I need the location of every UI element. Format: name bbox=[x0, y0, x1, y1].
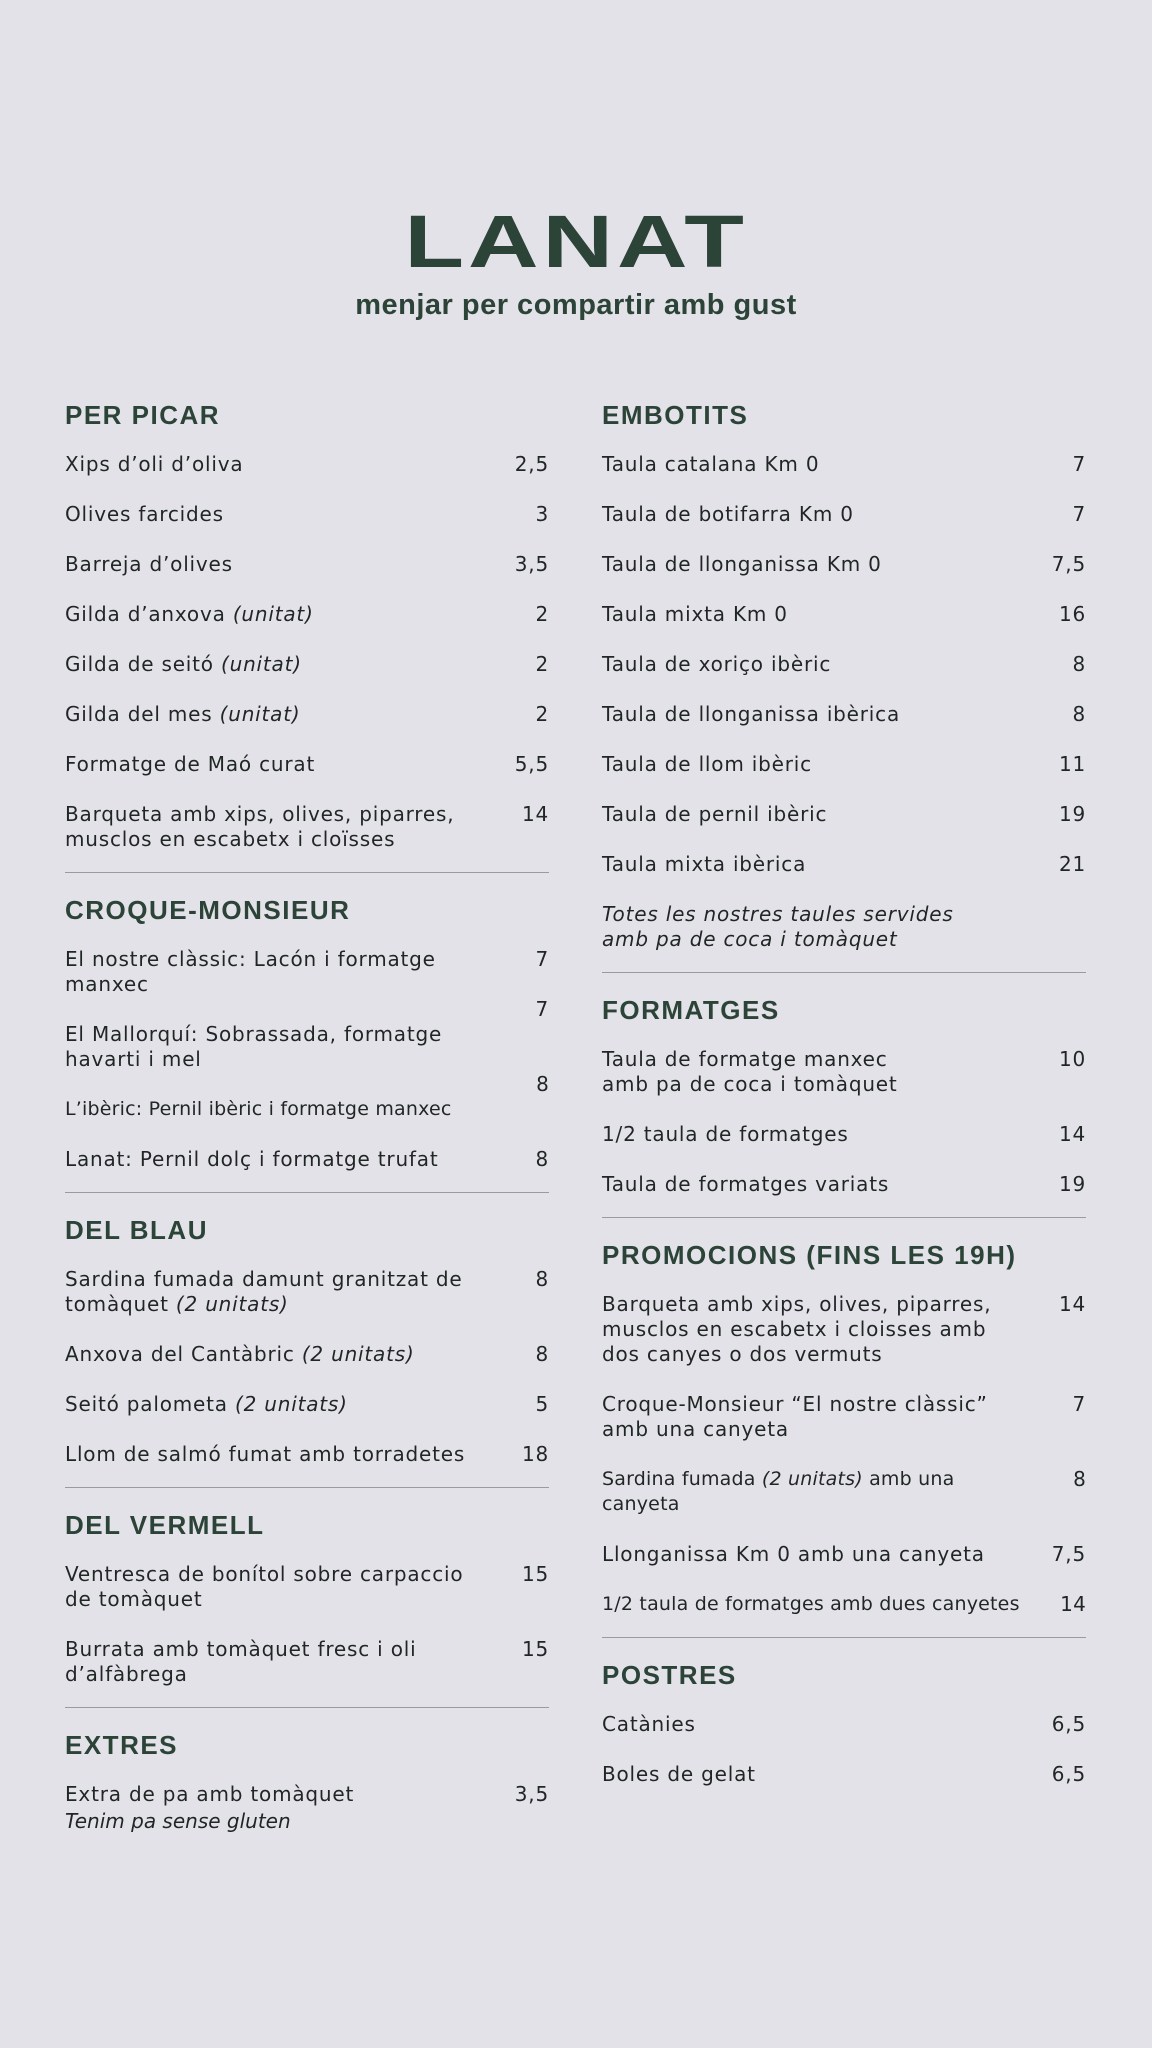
item-price: 8 bbox=[535, 1147, 549, 1171]
menu-item: Taula de formatge manxec amb pa de coca i tomàquet 10 bbox=[602, 1047, 1086, 1096]
menu-item: Croque-Monsieur “El nostre clàssic” amb una canyeta 7 bbox=[602, 1392, 1086, 1441]
item-price: 7,5 bbox=[1051, 1542, 1086, 1566]
item-price: 19 bbox=[1058, 802, 1086, 826]
item-price: 10 bbox=[1058, 1047, 1086, 1071]
menu-item: Boles de gelat 6,5 bbox=[602, 1762, 1086, 1786]
menu-item: Olives farcides 3 bbox=[65, 502, 549, 526]
item-price: 3,5 bbox=[514, 1782, 549, 1806]
item-price: 7 bbox=[1072, 502, 1086, 526]
item-price: 16 bbox=[1058, 602, 1086, 626]
item-price: 8 bbox=[536, 1072, 549, 1096]
menu-item: Taula de llonganissa Km 0 7,5 bbox=[602, 552, 1086, 576]
item-price: 2,5 bbox=[514, 452, 549, 476]
left-column bbox=[65, 398, 549, 1854]
menu-item: Ventresca de bonítol sobre carpaccio de tomàquet 15 bbox=[65, 1562, 549, 1611]
menu-item: Barqueta amb xips, olives, piparres, musclos en escabetx i cloisses amb dos canyes o dos vermuts 14 bbox=[602, 1292, 1086, 1366]
item-price: 8 bbox=[535, 1267, 549, 1291]
item-price: 8 bbox=[1072, 702, 1086, 726]
menu-item: Taula de xoriço ibèric 8 bbox=[602, 652, 1086, 676]
item-price: 8 bbox=[1072, 652, 1086, 676]
item-price: 7 bbox=[535, 947, 549, 971]
item-price: 19 bbox=[1058, 1172, 1086, 1196]
menu-item: Taula mixta Km 0 16 bbox=[602, 602, 1086, 626]
menu-item: Barqueta amb xips, olives, piparres, musclos en escabetx i cloïsses 14 bbox=[65, 802, 549, 851]
menu-item: Taula de pernil ibèric 19 bbox=[602, 802, 1086, 826]
item-price: 15 bbox=[521, 1562, 549, 1586]
divider bbox=[65, 1707, 549, 1708]
item-price: 7,5 bbox=[1051, 552, 1086, 576]
item-price: 2 bbox=[535, 652, 549, 676]
menu-item: Llom de salmó fumat amb torradetes 18 bbox=[65, 1442, 549, 1466]
menu-item: Gilda de seitó (unitat) 2 bbox=[65, 652, 549, 676]
boards-note: Totes les nostres taules servides amb pa de coca i tomàquet bbox=[602, 902, 954, 951]
item-price: 2 bbox=[535, 602, 549, 626]
menu-item: El Mallorquí: Sobrassada, formatge havarti i mel 7 bbox=[65, 997, 549, 1071]
menu-item: Lanat: Pernil dolç i formatge trufat 8 bbox=[65, 1147, 549, 1171]
section-title: POSTRES bbox=[602, 1660, 737, 1690]
item-price: 14 bbox=[1058, 1292, 1086, 1316]
divider bbox=[602, 1217, 1086, 1218]
section-title: CROQUE-MONSIEUR bbox=[65, 895, 351, 925]
section-embotits bbox=[602, 398, 1086, 952]
section-formatges bbox=[602, 993, 1086, 1197]
menu-item: Taula de botifarra Km 0 7 bbox=[602, 502, 1086, 526]
menu-item: Catànies 6,5 bbox=[602, 1712, 1086, 1736]
menu-item: 1/2 taula de formatges 14 bbox=[602, 1122, 1086, 1146]
menu-item: Sardina fumada (2 unitats) amb una canyeta 8 bbox=[602, 1467, 1086, 1515]
item-price: 2 bbox=[535, 702, 549, 726]
menu-item: Llonganissa Km 0 amb una canyeta 7,5 bbox=[602, 1542, 1086, 1566]
menu-item: Anxova del Cantàbric (2 unitats) 8 bbox=[65, 1342, 549, 1366]
menu-item: Taula mixta ibèrica 21 bbox=[602, 852, 1086, 876]
item-price: 11 bbox=[1058, 752, 1086, 776]
section-del-vermell bbox=[65, 1508, 549, 1687]
divider bbox=[602, 1637, 1086, 1638]
gluten-note: Tenim pa sense gluten bbox=[65, 1809, 291, 1833]
restaurant-name: LANAT bbox=[404, 200, 748, 283]
menu-item: 1/2 taula de formatges amb dues canyetes 14 bbox=[602, 1592, 1086, 1616]
tagline: menjar per compartir amb gust bbox=[355, 289, 797, 321]
menu-item: Gilda del mes (unitat) 2 bbox=[65, 702, 549, 726]
item-price: 5 bbox=[535, 1392, 549, 1416]
item-price: 7 bbox=[1072, 452, 1086, 476]
section-title: EXTRES bbox=[65, 1730, 179, 1760]
menu-item: Taula de llom ibèric 11 bbox=[602, 752, 1086, 776]
menu-item: Xips d’oli d’oliva 2,5 bbox=[65, 452, 549, 476]
divider bbox=[65, 1192, 549, 1193]
item-price: 14 bbox=[1060, 1592, 1086, 1616]
menu-item: Barreja d’olives 3,5 bbox=[65, 552, 549, 576]
item-price: 8 bbox=[535, 1342, 549, 1366]
section-per-picar bbox=[65, 398, 549, 852]
item-price: 21 bbox=[1058, 852, 1086, 876]
item-price: 14 bbox=[1058, 1122, 1086, 1146]
menu-item: Seitó palometa (2 unitats) 5 bbox=[65, 1392, 549, 1416]
section-title: DEL VERMELL bbox=[65, 1510, 265, 1540]
item-price: 8 bbox=[1073, 1467, 1086, 1491]
divider bbox=[602, 972, 1086, 973]
menu-item: Taula de llonganissa ibèrica 8 bbox=[602, 702, 1086, 726]
section-title: FORMATGES bbox=[602, 995, 780, 1025]
item-price: 6,5 bbox=[1051, 1712, 1086, 1736]
item-price: 7 bbox=[535, 997, 549, 1021]
section-promocions bbox=[602, 1238, 1086, 1617]
divider bbox=[65, 872, 549, 873]
section-title: EMBOTITS bbox=[602, 400, 749, 430]
menu-item: Formatge de Maó curat 5,5 bbox=[65, 752, 549, 776]
section-title: PER PICAR bbox=[65, 400, 221, 430]
item-price: 3 bbox=[535, 502, 549, 526]
menu-header bbox=[0, 200, 1152, 322]
item-price: 14 bbox=[521, 802, 549, 826]
item-price: 5,5 bbox=[514, 752, 549, 776]
item-price: 18 bbox=[521, 1442, 549, 1466]
item-price: 7 bbox=[1072, 1392, 1086, 1416]
menu-item: Taula catalana Km 0 7 bbox=[602, 452, 1086, 476]
section-title: DEL BLAU bbox=[65, 1215, 208, 1245]
menu-item: El nostre clàssic: Lacón i formatge manxec 7 bbox=[65, 947, 549, 996]
item-price: 6,5 bbox=[1051, 1762, 1086, 1786]
menu-item: Sardina fumada damunt granitzat de tomàquet (2 unitats) 8 bbox=[65, 1267, 549, 1316]
menu-item: Burrata amb tomàquet fresc i oli d’alfàbrega 15 bbox=[65, 1637, 549, 1686]
section-croque-monsieur bbox=[65, 893, 549, 1172]
section-postres bbox=[602, 1658, 1086, 1787]
menu-item: L’ibèric: Pernil ibèric i formatge manxec 8 bbox=[65, 1072, 549, 1120]
right-column bbox=[602, 398, 1086, 1812]
section-extres bbox=[65, 1728, 549, 1834]
section-del-blau bbox=[65, 1213, 549, 1467]
divider bbox=[65, 1487, 549, 1488]
item-price: 3,5 bbox=[514, 552, 549, 576]
item-price: 15 bbox=[521, 1637, 549, 1661]
menu-item: Extra de pa amb tomàquet 3,5 bbox=[65, 1782, 549, 1806]
menu-item: Gilda d’anxova (unitat) 2 bbox=[65, 602, 549, 626]
menu-item: Taula de formatges variats 19 bbox=[602, 1172, 1086, 1196]
section-title: PROMOCIONS (FINS LES 19H) bbox=[602, 1240, 1017, 1270]
